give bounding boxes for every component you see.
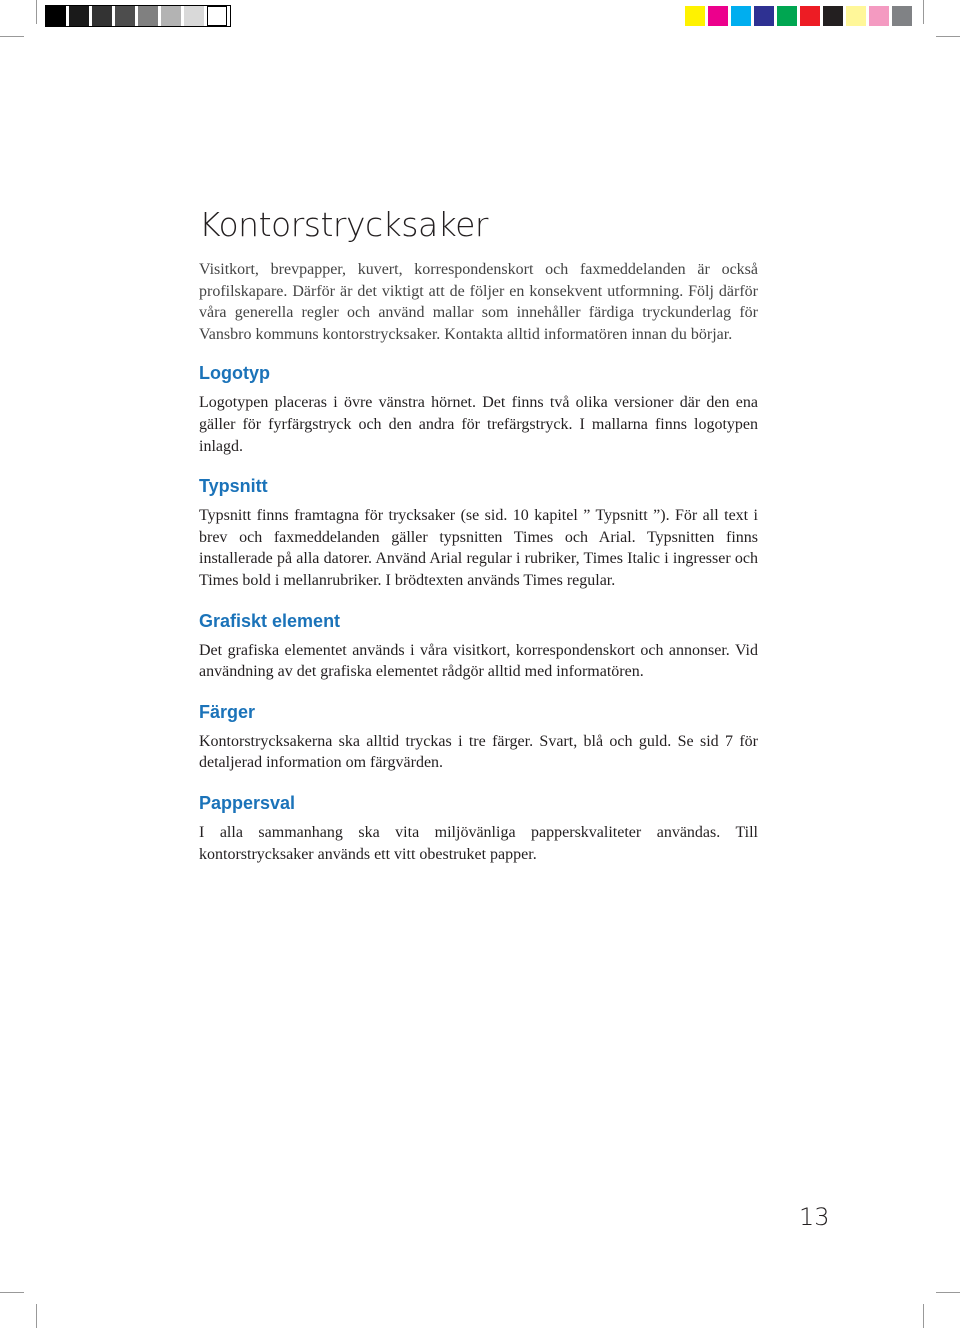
color-swatch xyxy=(731,6,751,26)
color-swatch xyxy=(69,6,89,26)
color-swatch xyxy=(892,6,912,26)
color-swatch xyxy=(161,6,181,26)
color-swatch xyxy=(708,6,728,26)
section-text: Kontorstrycksakerna ska alltid tryckas i tre färger. Svart, blå och guld. Se sid 7 för detaljerad information om färgvärden. xyxy=(199,732,758,772)
crop-mark-bottom-left-v xyxy=(36,1304,37,1328)
color-swatch xyxy=(846,6,866,26)
section-text: Det grafiska elementet används i våra visitkort, korrespondenskort och annonser. Vid användning av det grafiska elementet rådgör alltid med informatören. xyxy=(199,641,758,681)
page-content xyxy=(199,205,758,865)
color-swatch xyxy=(777,6,797,26)
color-swatch xyxy=(869,6,889,26)
color-swatch xyxy=(46,6,66,26)
section-grafiskt-element xyxy=(199,609,758,683)
color-swatch xyxy=(685,6,705,26)
color-swatch xyxy=(115,6,135,26)
section-pappersval xyxy=(199,791,758,865)
crop-mark-top-right-v xyxy=(923,0,924,24)
color-swatch xyxy=(138,6,158,26)
section-heading: Färger xyxy=(199,701,256,722)
color-swatch xyxy=(92,6,112,26)
section-heading: Logotyp xyxy=(199,363,270,384)
page-title: Kontorstrycksaker xyxy=(199,205,488,244)
crop-mark-bottom-right-h xyxy=(936,1292,960,1293)
section-heading: Typsnitt xyxy=(199,476,268,497)
section-farger xyxy=(199,700,758,774)
section-heading: Pappersval xyxy=(199,792,296,813)
section-heading: Grafiskt element xyxy=(199,610,341,631)
color-swatch xyxy=(800,6,820,26)
crop-mark-top-left-v xyxy=(36,0,37,24)
section-text: Logotypen placeras i övre vänstra hörnet. Det finns två olika versioner där den ena gäller för fyrfärgstryck och den andra för trefärgstryck. I mallarna finns logotypen inlagd. xyxy=(199,394,758,455)
section-text: Typsnitt finns framtagna för trycksaker (se sid. 10 kapitel ” Typsnitt ”). För all text i brev och faxmeddelanden gäller typsnitten Times och Arial. Typsnitten finns installerade på alla datorer. Använd Arial regular i rubriker, Times Italic i ingresser och Times bold i mellanrubriker. I brödtexten används Times regular. xyxy=(199,507,758,589)
color-swatch xyxy=(823,6,843,26)
section-text: I alla sammanhang ska vita miljövänliga papperskvaliteter användas. Till kontorstrycksaker används ett vitt obestruket papper. xyxy=(199,823,758,863)
crop-mark-top-left-h xyxy=(0,36,24,37)
section-logotyp xyxy=(199,361,758,457)
color-swatch xyxy=(754,6,774,26)
intro-paragraph: Visitkort, brevpapper, kuvert, korrespondenskort och faxmeddelanden är också profilskapare. Därför är det viktigt att de följer en konsekvent utformning. Följ därför våra generella regler och använd mallar som innehåller färdiga tryckunderlag för Vansbro kommuns kontorstrycksaker. Kontakta alltid informatören innan du börjar. xyxy=(199,261,758,343)
crop-mark-bottom-left-h xyxy=(0,1292,24,1293)
crop-mark-top-right-h xyxy=(936,36,960,37)
crop-mark-bottom-right-v xyxy=(923,1304,924,1328)
section-typsnitt xyxy=(199,474,758,591)
process-color-bar xyxy=(685,6,915,26)
color-swatch xyxy=(184,6,204,26)
page-number: 13 xyxy=(799,1203,830,1231)
color-swatch xyxy=(207,6,227,26)
grayscale-color-bar xyxy=(45,5,231,27)
